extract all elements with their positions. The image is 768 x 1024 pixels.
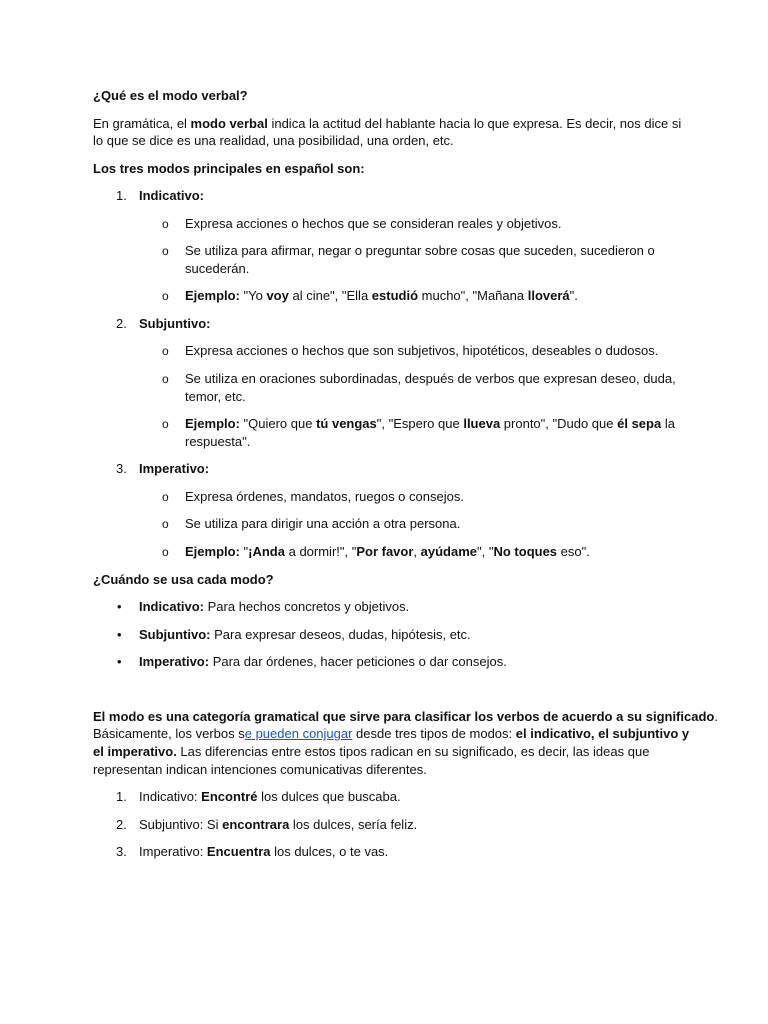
example-text: ".	[569, 288, 578, 303]
para2-line-1	[93, 708, 718, 726]
usage-item	[139, 598, 409, 616]
example-text: al cine", "Ella	[288, 288, 372, 303]
para2-line-3	[93, 743, 649, 761]
usage-text: Para hechos concretos y objetivos.	[204, 599, 410, 614]
example2-item	[139, 816, 417, 834]
bullet-dot: •	[117, 627, 122, 642]
example-text: ,	[413, 544, 421, 559]
example-line-2: respuesta".	[185, 434, 251, 449]
list-item: Expresa acciones o hechos que se consideran reales y objetivos.	[185, 216, 562, 231]
list-number: 3.	[116, 844, 127, 859]
para2-bold: el indicativo, el subjuntivo y	[515, 726, 690, 741]
example-text: eso".	[557, 544, 590, 559]
list-item: Se utiliza en oraciones subordinadas, después de verbos que expresan deseo, duda,	[185, 371, 676, 386]
sub-bullet: o	[162, 217, 169, 231]
sub-bullet: o	[162, 244, 169, 258]
example-text: "Yo	[239, 288, 267, 303]
example2-text: los dulces que buscaba.	[257, 789, 401, 804]
usage-label: Subjuntivo:	[139, 627, 211, 642]
example-label: Ejemplo:	[185, 416, 240, 431]
mode-title-indicativo: Indicativo:	[139, 188, 205, 203]
intro-bold: modo verbal	[190, 116, 268, 131]
example-text: la	[661, 416, 675, 431]
example-verb: Por favor	[356, 544, 414, 559]
example-text: pronto", "Dudo que	[500, 416, 618, 431]
example2-verb: Encuentra	[206, 844, 271, 859]
list-item: sucederán.	[185, 261, 250, 276]
para2-text: Básicamente, los verbos s	[93, 726, 245, 741]
example2-item	[139, 788, 401, 806]
sub-bullet: o	[162, 417, 169, 431]
list-number: 2.	[116, 316, 127, 331]
usage-text: Para dar órdenes, hacer peticiones o dar consejos.	[209, 654, 507, 669]
list-item: Expresa órdenes, mandatos, ruegos o consejos.	[185, 489, 464, 504]
list-item: temor, etc.	[185, 389, 246, 404]
example-verb: llueva	[463, 416, 501, 431]
example-text: ", "Espero que	[376, 416, 464, 431]
para2-text: Las diferencias entre estos tipos radican en su significado, es decir, las ideas que	[176, 744, 650, 759]
list-number: 3.	[116, 461, 127, 476]
sub-bullet: o	[162, 545, 169, 559]
usage-label: Imperativo:	[139, 654, 210, 669]
example2-text: los dulces, sería feliz.	[289, 817, 418, 832]
example-text: "	[239, 544, 249, 559]
example2-text: los dulces, o te vas.	[270, 844, 389, 859]
intro-line-1	[93, 115, 681, 133]
heading-que-es: ¿Qué es el modo verbal?	[93, 88, 248, 103]
example-verb: voy	[266, 288, 289, 303]
example-verb: estudió	[371, 288, 419, 303]
sub-bullet: o	[162, 490, 169, 504]
para2-bold: El modo es una categoría gramatical que sirve para clasificar los verbos de acuerdo a su significado	[93, 709, 715, 724]
example-line	[185, 287, 578, 305]
intro-line-2: lo que se dice es una realidad, una posibilidad, una orden, etc.	[93, 133, 454, 148]
list-item: Se utiliza para dirigir una acción a otra persona.	[185, 516, 461, 531]
usage-label: Indicativo:	[139, 599, 205, 614]
example2-verb: encontrara	[222, 817, 290, 832]
example-text: mucho", "Mañana	[418, 288, 528, 303]
heading-cuando: ¿Cuándo se usa cada modo?	[93, 572, 274, 587]
list-item: Expresa acciones o hechos que son subjetivos, hipotéticos, deseables o dudosos.	[185, 343, 659, 358]
para2-bold: el imperativo.	[93, 744, 177, 759]
usage-item	[139, 653, 507, 671]
para2-line-2	[93, 725, 689, 743]
example-verb: tú vengas	[316, 416, 377, 431]
para2-text: .	[714, 709, 718, 724]
bullet-dot: •	[117, 654, 122, 669]
example-verb: él sepa	[617, 416, 662, 431]
example-verb: No toques	[493, 544, 558, 559]
example-text: "Quiero que	[239, 416, 317, 431]
usage-item	[139, 626, 471, 644]
example2-text: Indicativo:	[139, 789, 202, 804]
example2-verb: Encontré	[201, 789, 258, 804]
example-line	[185, 543, 590, 561]
example2-text: Subjuntivo: Si	[139, 817, 223, 832]
example-label: Ejemplo:	[185, 544, 240, 559]
example-label: Ejemplo:	[185, 288, 240, 303]
example-verb: ayúdame	[420, 544, 478, 559]
bullet-dot: •	[117, 599, 122, 614]
para2-line-4: representan indican intenciones comunicativas diferentes.	[93, 762, 427, 777]
example2-item	[139, 843, 388, 861]
example-verb: ¡Anda	[248, 544, 285, 559]
list-number: 1.	[116, 789, 127, 804]
sub-bullet: o	[162, 344, 169, 358]
para2-text: desde tres tipos de modos:	[352, 726, 516, 741]
intro-text: En gramática, el	[93, 116, 191, 131]
example-line	[185, 415, 675, 433]
example-text: ", "	[477, 544, 494, 559]
example2-text: Imperativo:	[139, 844, 207, 859]
intro-text: indica la actitud del hablante hacia lo que expresa. Es decir, nos dice si	[267, 116, 682, 131]
mode-title-subjuntivo: Subjuntivo:	[139, 316, 211, 331]
sub-bullet: o	[162, 517, 169, 531]
list-number: 2.	[116, 817, 127, 832]
example-verb: lloverá	[527, 288, 570, 303]
list-item: Se utiliza para afirmar, negar o preguntar sobre cosas que suceden, sucedieron o	[185, 243, 655, 258]
heading-tres-modos: Los tres modos principales en español son:	[93, 161, 365, 176]
mode-title-imperativo: Imperativo:	[139, 461, 210, 476]
sub-bullet: o	[162, 289, 169, 303]
sub-bullet: o	[162, 372, 169, 386]
list-number: 1.	[116, 188, 127, 203]
usage-text: Para expresar deseos, dudas, hipótesis, etc.	[210, 627, 471, 642]
example-text: a dormir!", "	[284, 544, 357, 559]
conjugar-link[interactable]: e pueden conjugar	[244, 726, 353, 741]
